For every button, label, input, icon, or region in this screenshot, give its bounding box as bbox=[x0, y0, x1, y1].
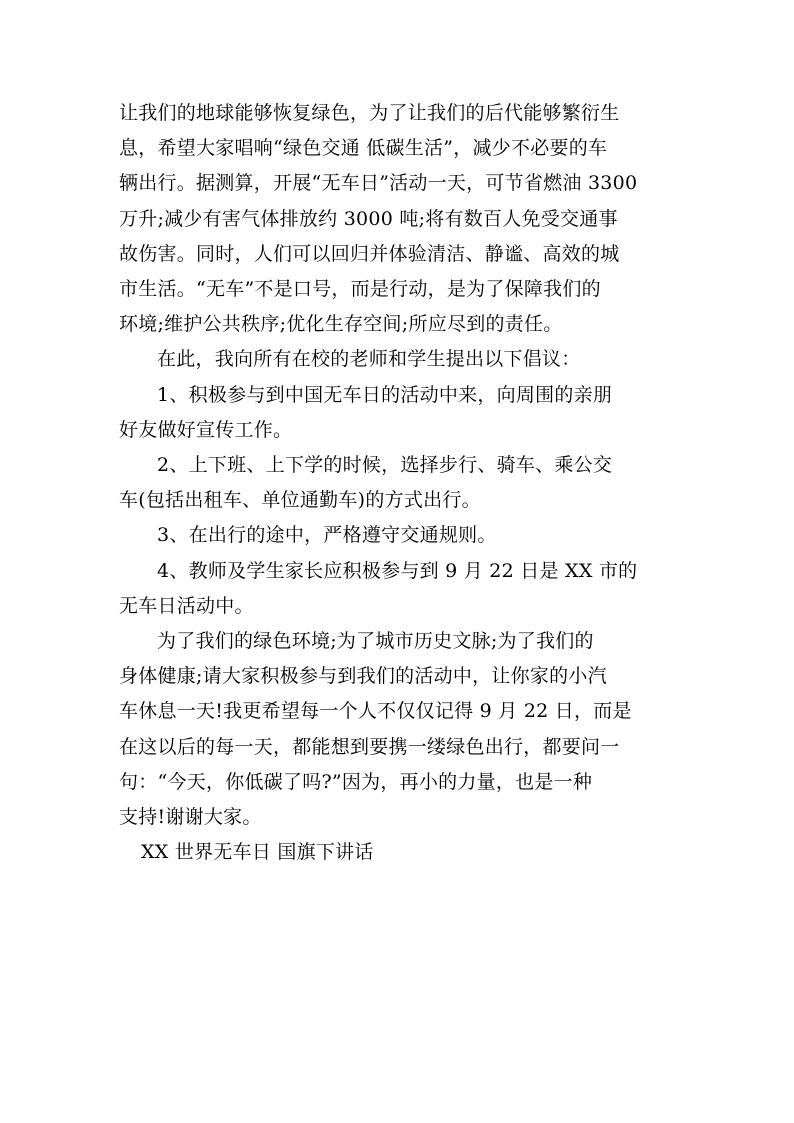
text-line: 为了我们的绿色环境;为了城市历史文脉;为了我们的 bbox=[157, 630, 594, 653]
text-line: 2、上下班、上下学的时候，选择步行、骑车、乘公交 bbox=[157, 454, 613, 477]
text-line: 故伤害。同时，人们可以回归并体验清洁、静谧、高效的城 bbox=[119, 242, 620, 265]
text-line: 车休息一天!我更希望每一个人不仅仅记得 9 月 22 日，而是 bbox=[119, 700, 632, 723]
text-line: 1、积极参与到中国无车日的活动中来，向周围的亲朋 bbox=[157, 383, 613, 406]
text-line: 在这以后的每一天，都能想到要携一缕绿色出行，都要问一 bbox=[119, 735, 620, 758]
text-line: 辆出行。据测算，开展“无车日”活动一天，可节省燃油 3300 bbox=[119, 172, 638, 195]
text-line: 好友做好宣传工作。 bbox=[119, 418, 293, 441]
text-line: 环境;维护公共秩序;优化生存空间;所应尽到的责任。 bbox=[119, 313, 563, 336]
text-line: 3、在出行的途中，严格遵守交通规则。 bbox=[157, 524, 497, 547]
paragraph-item-3 bbox=[119, 518, 675, 553]
document-body bbox=[119, 96, 675, 870]
text-line: 万升;减少有害气体排放约 3000 吨;将有数百人免受交通事 bbox=[119, 207, 618, 230]
paragraph-item-4 bbox=[119, 554, 675, 624]
text-line: 4、教师及学生家长应积极参与到 9 月 22 日是 XX 市的 bbox=[157, 559, 638, 582]
paragraph-closing bbox=[119, 624, 675, 835]
text-line: 无车日活动中。 bbox=[119, 594, 254, 617]
text-line: 在此，我向所有在校的老师和学生提出以下倡议： bbox=[157, 348, 581, 371]
paragraph-intro bbox=[119, 96, 675, 342]
text-line: 句：“今天，你低碳了吗?”因为，再小的力量，也是一种 bbox=[119, 770, 593, 793]
text-line: 市生活。“无车”不是口号，而是行动，是为了保障我们的 bbox=[119, 278, 601, 301]
text-line: 让我们的地球能够恢复绿色，为了让我们的后代能够繁衍生 bbox=[119, 102, 620, 124]
paragraph-item-1 bbox=[119, 378, 675, 448]
paragraph-item-2 bbox=[119, 448, 675, 518]
paragraph-proposal-intro bbox=[119, 342, 675, 377]
text-line: 支持!谢谢大家。 bbox=[119, 806, 262, 829]
text-line: 车(包括出租车、单位通勤车)的方式出行。 bbox=[119, 489, 481, 512]
text-line: 息，希望大家唱响“绿色交通 低碳生活”，减少不必要的车 bbox=[119, 137, 608, 160]
text-line: 身体健康;请大家积极参与到我们的活动中，让你家的小汽 bbox=[119, 665, 607, 688]
document-title: XX 世界无车日 国旗下讲话 bbox=[141, 841, 374, 864]
